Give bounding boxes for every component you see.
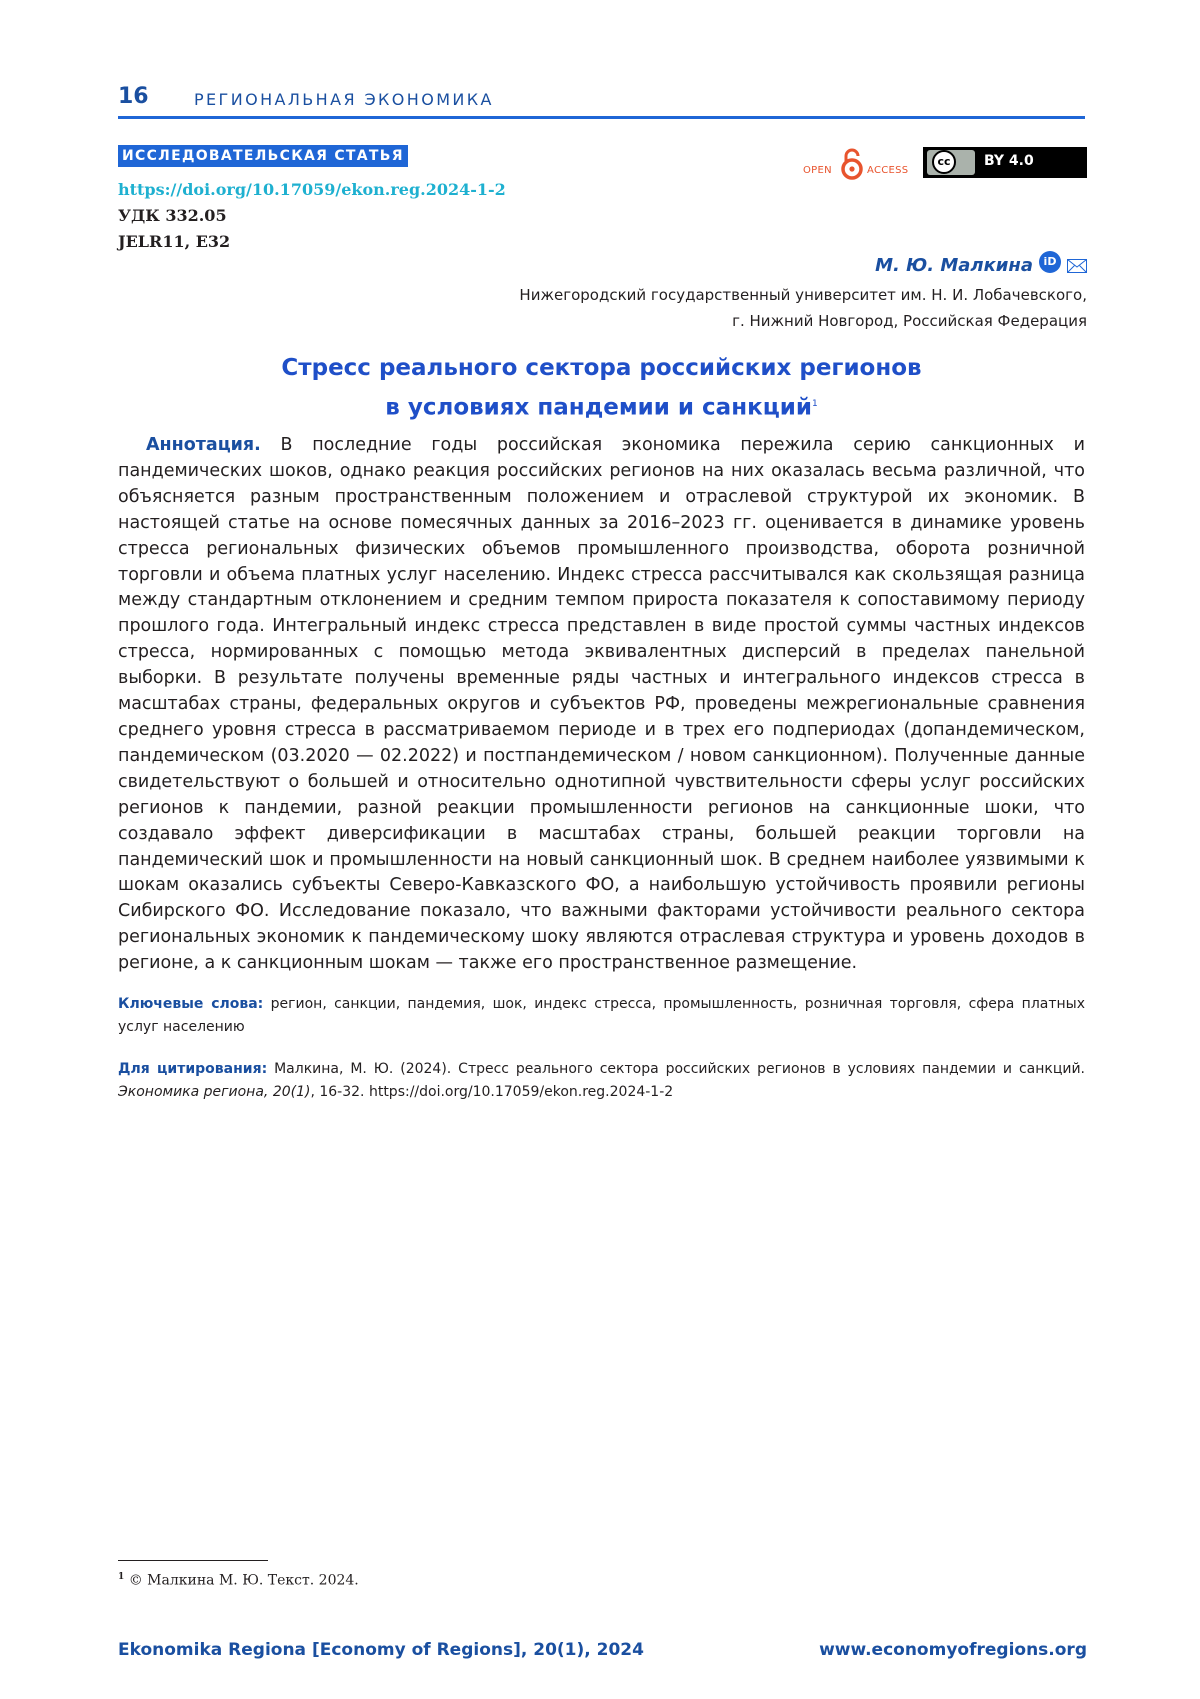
page-number: 16 bbox=[118, 84, 149, 109]
affiliation-line-1: Нижегородский государственный университет им. Н. И. Лобачевского, bbox=[519, 286, 1087, 304]
license-badge[interactable] bbox=[923, 147, 1087, 178]
footnote bbox=[118, 1572, 359, 1589]
jel-codes: JELR11, E32 bbox=[118, 232, 231, 251]
title-line-2: в условиях пандемии и санкций bbox=[385, 394, 812, 421]
footer-website-link[interactable]: www.economyofregions.org bbox=[819, 1640, 1087, 1660]
open-access-badge bbox=[803, 146, 923, 180]
citation-text-after: , 16-32. https://doi.org/10.17059/ekon.reg.2024-1-2 bbox=[310, 1084, 674, 1100]
open-access-access-label: ACCESS bbox=[867, 165, 909, 176]
open-access-lock-icon bbox=[841, 148, 863, 180]
journal-section-title: РЕГИОНАЛЬНАЯ ЭКОНОМИКА bbox=[194, 90, 494, 109]
footer-journal-citation: Ekonomika Regiona [Economy of Regions], 20(1), 2024 bbox=[118, 1640, 644, 1660]
keywords-text: регион, санкции, пандемия, шок, индекс стресса, промышленность, розничная торговля, сфера платных услуг населению bbox=[118, 996, 1086, 1035]
keywords-label: Ключевые слова: bbox=[118, 996, 264, 1012]
citation-label: Для цитирования: bbox=[118, 1061, 268, 1077]
header-divider bbox=[118, 116, 1085, 119]
doi-link[interactable]: https://doi.org/10.17059/ekon.reg.2024-1-2 bbox=[118, 180, 506, 199]
affiliation-line-2: г. Нижний Новгород, Российская Федерация bbox=[732, 312, 1087, 330]
title-line-2-wrap bbox=[118, 386, 1085, 426]
title-line-1: Стресс реального сектора российских регионов bbox=[281, 355, 922, 381]
orcid-icon[interactable]: iD bbox=[1039, 251, 1061, 273]
article-type-badge: ИССЛЕДОВАТЕЛЬСКАЯ СТАТЬЯ bbox=[118, 145, 408, 167]
author-line bbox=[875, 255, 1087, 276]
abstract-text: В последние годы российская экономика пережила серию санкционных и пандемических шоков, однако реакция российских регионов на них оказалась весьма различной, что объясняется разным пространственным положением и отраслевой структурой их экономик. В настоящей статье на основе помесячных данных за 2016–2023 гг. оценивается в динамике уровень стресса региональных физических объемов промышленного производства, оборота розничной торговли и объема платных услуг населению. Индекс стресса рассчитывался как скользящая разница между стандартным отклонением и средним темпом прироста показателя к сопоставимому периоду прошлого года. Интегральный индекс стресса представлен в виде простой суммы частных индексов стресса, нормированных с помощью метода эквивалентных дисперсий в пределах панельной выборки. В результате получены временные ряды частных и интегрального индексов стресса в масштабах страны, федеральных округов и субъектов РФ, проведены межрегиональные сравнения среднего уровня стресса в рассматриваемом периоде и в трех его подпериодах (допандемическом, пандемическом (03.2020 — 02.2022) и постпандемическом / новом санкционном). Полученные данные свидетельствуют о большей и относительно однотипной чувствительности сферы услуг российских регионов к пандемии, разной реакции промышленности регионов на санкционные шоки, что создавало эффект диверсификации в масштабах страны, большей реакции торговли на пандемический шок и промышленности на новый санкционный шок. В среднем наиболее уязвимыми к шокам оказались субъекты Северо-Кавказского ФО, а наибольшую устойчивость проявили регионы Сибирского ФО. Исследование показало, что важными факторами устойчивости реального сектора региональных экономик к пандемическому шоку являются отраслевая структура и уровень доходов в регионе, а к санкционным шокам — также его пространственное размещение. bbox=[118, 435, 1085, 974]
citation-text-before: Малкина, М. Ю. (2024). Стресс реального сектора российских регионов в условиях пандемии и санкций. bbox=[274, 1061, 1086, 1077]
udc-code: УДК 332.05 bbox=[118, 206, 227, 225]
citation bbox=[118, 1058, 1085, 1104]
license-text: BY 4.0 bbox=[984, 153, 1034, 169]
abstract bbox=[118, 433, 1085, 977]
article-title bbox=[118, 350, 1085, 426]
footnote-mark: 1 bbox=[118, 1572, 125, 1582]
open-access-open-label: OPEN bbox=[803, 165, 832, 176]
abstract-label: Аннотация. bbox=[146, 435, 261, 455]
cc-icon-background bbox=[927, 150, 975, 175]
keywords bbox=[118, 993, 1085, 1039]
citation-journal: Экономика региона, 20(1) bbox=[118, 1084, 311, 1100]
footnote-divider bbox=[118, 1560, 268, 1561]
creative-commons-icon: cc bbox=[932, 150, 956, 174]
title-footnote-mark[interactable]: 1 bbox=[811, 399, 818, 409]
footnote-text: © Малкина М. Ю. Текст. 2024. bbox=[128, 1572, 359, 1589]
mail-icon[interactable] bbox=[1067, 259, 1087, 273]
author-name: М. Ю. Малкина bbox=[875, 255, 1033, 276]
